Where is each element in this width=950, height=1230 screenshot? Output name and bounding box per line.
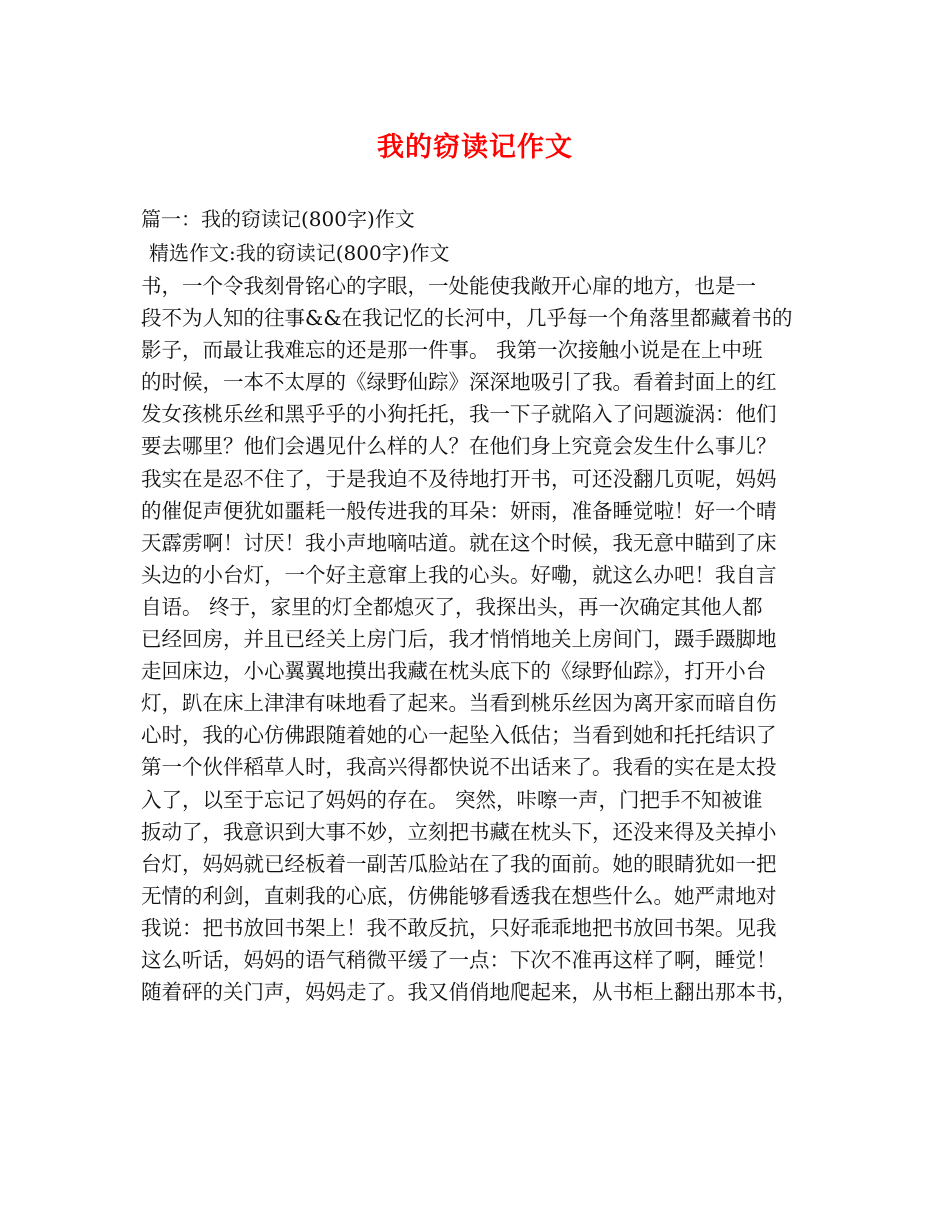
body-line: 书，一个令我刻骨铭心的字眼，一处能使我敞开心扉的地方，也是一 xyxy=(141,274,756,298)
body-line: 的时候，一本不太厚的《绿野仙踪》深深地吸引了我。看着封面上的红 xyxy=(141,370,777,395)
body-line: 头边的小台灯，一个好主意窜上我的心头。好嘞，就这么办吧！我自言 xyxy=(141,562,777,587)
body-line: 台灯，妈妈就已经板着一副苦瓜脸站在了我的面前。她的眼睛犹如一把 xyxy=(141,851,777,876)
body-line: 已经回房，并且已经关上房门后，我才悄悄地关上房间门，蹑手蹑脚地 xyxy=(141,627,777,652)
body-line: 发女孩桃乐丝和黑乎乎的小狗托托，我一下子就陷入了问题漩涡：他们 xyxy=(141,402,777,427)
body-line: 的催促声便犹如噩耗一般传进我的耳朵：妍雨，准备睡觉啦！好一个晴 xyxy=(141,498,777,523)
body-line: 随着砰的关门声，妈妈走了。我又俏俏地爬起来，从书柜上翻出那本书， xyxy=(141,980,797,1005)
body-line: 扳动了，我意识到大事不妙，立刻把书藏在枕头下，还没来得及关掉小 xyxy=(141,819,777,844)
body-line: 走回床边，小心翼翼地摸出我藏在枕头底下的《绿野仙踪》，打开小台 xyxy=(141,659,767,684)
body-line: 无情的利剑，直刺我的心底，仿佛能够看透我在想些什么。她严肃地对 xyxy=(141,883,777,908)
section-heading: 篇一：我的窃读记(800字)作文 xyxy=(141,207,415,231)
sub-heading: 精选作文:我的窃读记(800字)作文 xyxy=(149,241,450,265)
body-line: 灯，趴在床上津津有味地看了起来。当看到桃乐丝因为离开家而暗自伤 xyxy=(141,691,777,716)
body-line: 心时，我的心仿佛跟随着她的心一起坠入低估；当看到她和托托结识了 xyxy=(141,723,777,748)
body-line: 我实在是忍不住了，于是我迫不及待地打开书，可还没翻几页呢，妈妈 xyxy=(141,466,777,491)
body-line: 要去哪里？他们会遇见什么样的人？在他们身上究竟会发生什么事儿？ xyxy=(141,434,777,459)
essay-body xyxy=(141,270,817,1008)
body-line: 这么听话，妈妈的语气稍微平缓了一点：下次不准再这样了啊，睡觉！ xyxy=(141,947,777,972)
body-line: 天霹雳啊！讨厌！我小声地嘀咕道。就在这个时候，我无意中瞄到了床 xyxy=(141,530,777,555)
body-line: 自语。 终于，家里的灯全都熄灭了，我探出头，再一次确定其他人都 xyxy=(141,594,763,619)
body-line: 我说：把书放回书架上！我不敢反抗，只好乖乖地把书放回书架。见我 xyxy=(141,915,777,940)
body-line: 入了，以至于忘记了妈妈的存在。 突然，咔嚓一声，门把手不知被谁 xyxy=(141,787,763,812)
body-line: 第一个伙伴稻草人时，我高兴得都快说不出话来了。我看的实在是太投 xyxy=(141,755,777,780)
body-line: 段不为人知的往事&&在我记忆的长河中，几乎每一个角落里都藏着书的 xyxy=(141,306,793,331)
page-title: 我的窃读记作文 xyxy=(377,132,573,163)
body-line: 影子，而最让我难忘的还是那一件事。 我第一次接触小说是在上中班 xyxy=(141,338,763,363)
